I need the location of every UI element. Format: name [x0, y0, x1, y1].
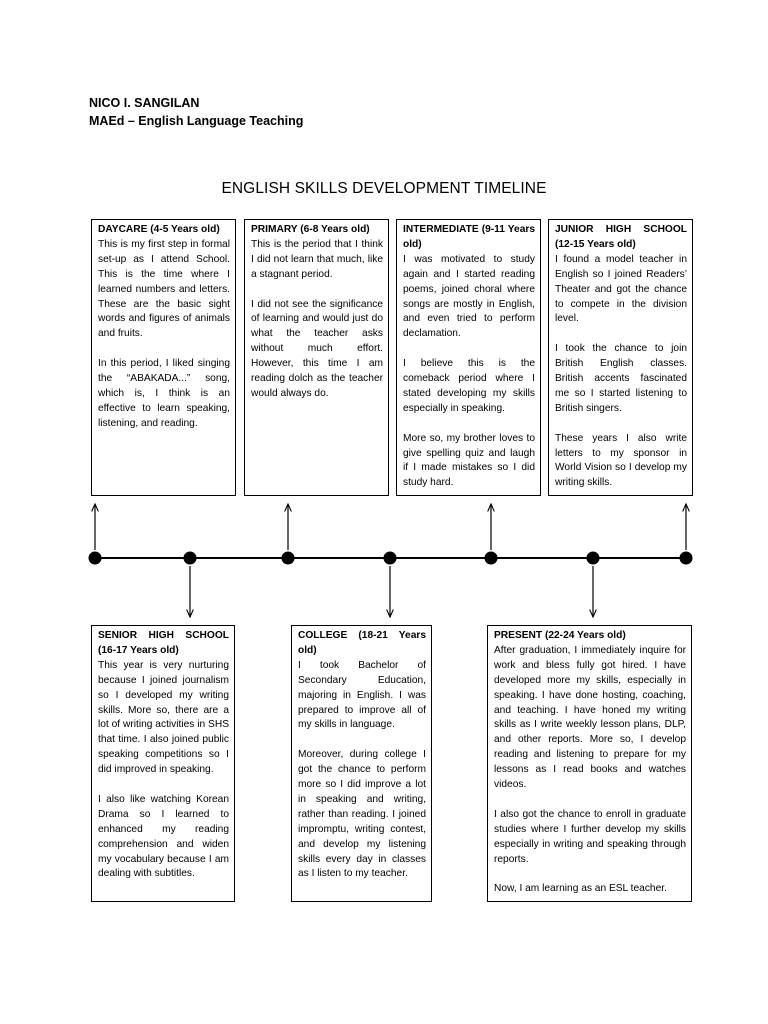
stage-paragraph: This year is very nurturing because I joined journalism so I developed my writing skills. More so, there are a lot of writing activities in SHS that time. I also joined public speaking competitions so I did improved in speaking. — [98, 659, 229, 776]
stage-heading: JUNIOR HIGH SCHOOL (12-15 Years old) — [555, 224, 687, 250]
stage-box-present — [487, 625, 692, 902]
stage-paragraph: More so, my brother loves to give spelling quiz and laugh if I made mistakes so I did study hard. — [403, 432, 535, 489]
timeline-dot — [184, 552, 197, 565]
stage-paragraph: After graduation, I immediately inquire for work and bless fully got hired. I have developed more my skills, especially in speaking. I have done hosting, coaching, and teaching. I have honed my writing skills as I write weekly lesson plans, DLP, and other reports. More so, I develop reading and listening to prepare for my lessons as I read books and watches videos. — [494, 644, 686, 791]
stage-paragraph: These years I also write letters to my sponsor in World Vision so I develop my writing skills. — [555, 432, 687, 489]
stage-paragraph: This is the period that I think I did not learn that much, like a stagnant period. — [251, 238, 383, 280]
author-program: MAEd – English Language Teaching — [89, 114, 304, 128]
timeline-dot — [384, 552, 397, 565]
stage-heading: PRIMARY (6-8 Years old) — [251, 224, 370, 235]
timeline-dot — [89, 552, 102, 565]
stage-paragraph: I took the chance to join British English classes. British accents fascinated me so I started listening to British singers. — [555, 343, 687, 414]
timeline-dot — [485, 552, 498, 565]
timeline-dot — [282, 552, 295, 565]
stage-paragraph: I also like watching Korean Drama so I learned to enhanced my reading comprehension and widen my vocabulary because I am dealing with subtitles. — [98, 793, 229, 880]
timeline-dot — [680, 552, 693, 565]
stage-heading: PRESENT (22-24 Years old) — [494, 630, 626, 641]
stage-paragraph: I was motivated to study again and I started reading poems, joined choral where songs are mostly in English, and even tried to perform declamation. — [403, 253, 535, 340]
stage-paragraph: I did not see the significance of learning and would just do what the teacher asks without much effort. However, this time I am reading dolch as the teacher would always do. — [251, 298, 383, 399]
stage-heading: SENIOR HIGH SCHOOL (16-17 Years old) — [98, 630, 229, 656]
stage-paragraph: I also got the chance to enroll in graduate studies where I further develop my skills especially in writing and speaking through reports. — [494, 808, 686, 865]
stage-paragraph: This is my first step in formal set-up as I attend School. This is the time where I learned numbers and letters. These are the basic sight words and figures of animals and fruits. — [98, 238, 230, 340]
stage-paragraph: Now, I am learning as an ESL teacher. — [494, 883, 667, 895]
stage-paragraph: In this period, I liked singing the “ABAKADA...” song, which is, I think is an effective to learn speaking, listening, and reading. — [98, 358, 230, 429]
stage-paragraph: Moreover, during college I got the chance to perform more so I did improve a lot in speaking and writing, rather than reading. I joined impromptu, writing contest, and develop my listening skills every day in classes as I listen to my teacher. — [298, 749, 426, 880]
stage-box-college — [291, 625, 432, 902]
stage-paragraph: I took Bachelor of Secondary Education, majoring in English. I was prepared to improve all of my skills in language. — [298, 659, 426, 731]
stage-heading: COLLEGE (18-21 Years old) — [298, 630, 426, 656]
timeline-dot — [587, 552, 600, 565]
author-name: NICO I. SANGILAN — [89, 96, 200, 110]
stage-heading: INTERMEDIATE (9-11 Years old) — [403, 224, 535, 250]
page-title: ENGLISH SKILLS DEVELOPMENT TIMELINE — [221, 180, 547, 197]
stage-paragraph: I found a model teacher in English so I joined Readers’ Theater and got the chance to compete in the division level. — [555, 253, 687, 325]
stage-heading: DAYCARE (4-5 Years old) — [98, 224, 220, 235]
stage-paragraph: I believe this is the comeback period where I stated developing my skills especially in speaking. — [403, 358, 535, 414]
stage-box-senior-high — [91, 625, 235, 902]
